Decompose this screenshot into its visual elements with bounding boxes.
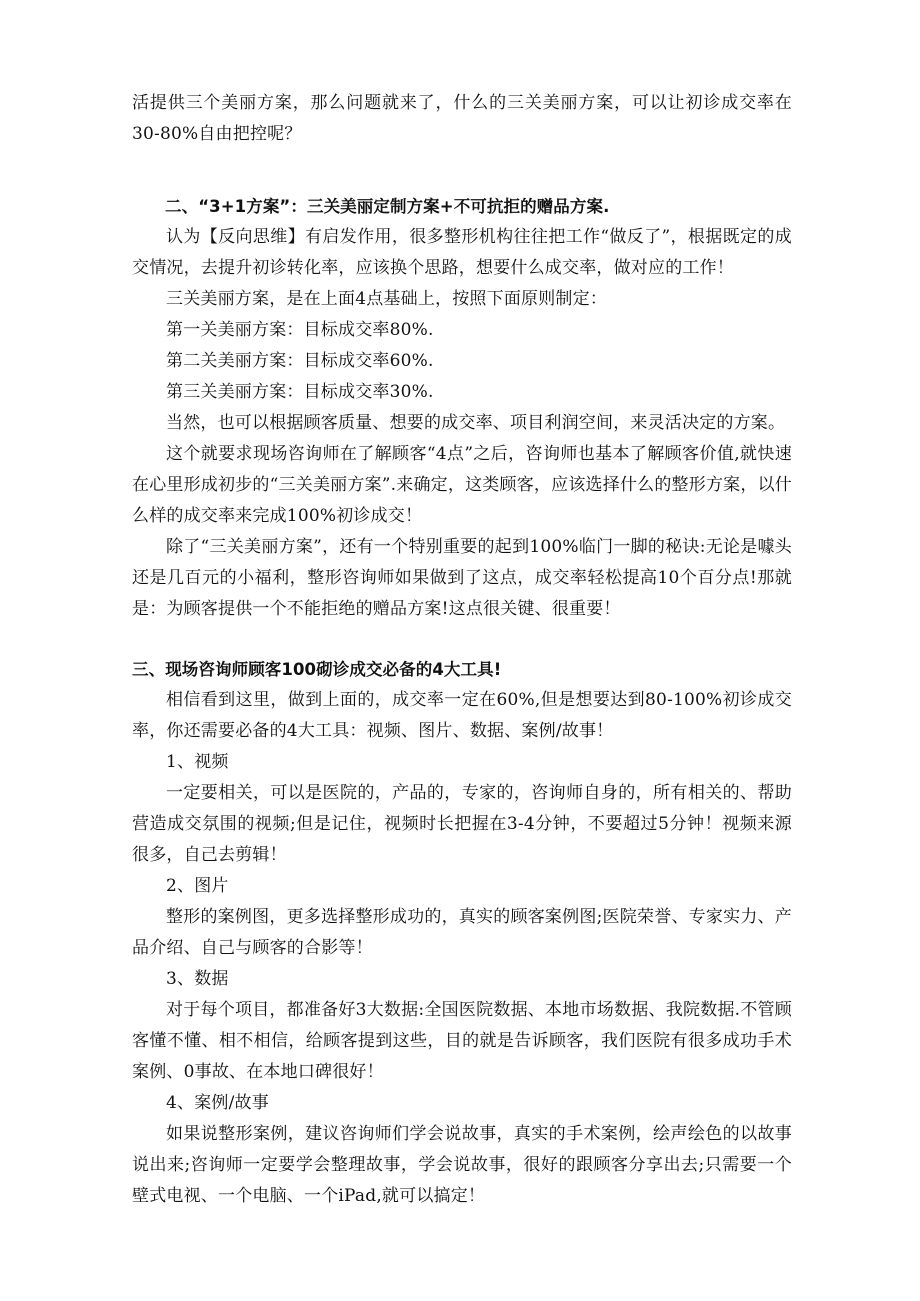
section-2-paragraph: 除了“三关美丽方案”，还有一个特别重要的起到100%临门一脚的秘诀:无论是噱头还是几百元的小福利，整形咨询师如果做到了这点，成交率轻松提高10个百分点!那就是：为顾客提供一个不能拒绝的赠品方案!这点很关键、很重要！	[132, 537, 792, 619]
tool-body-data: 对于每个项目，都准备好3大数据:全国医院数据、本地市场数据、我院数据.不管顾客懂不懂、相不相信，给顾客提到这些，目的就是告诉顾客，我们医院有很多成功手术案例、0事故、在本地口碑很好！	[132, 1000, 792, 1082]
intro-block	[132, 88, 792, 150]
tool-body-images: 整形的案例图，更多选择整形成功的，真实的顾客案例图;医院荣誉、专家实力、产品介绍、自己与顾客的合影等！	[132, 907, 792, 958]
tool-title-data: 3、数据	[166, 969, 229, 989]
section-3-intro: 相信看到这里，做到上面的，成交率一定在60%,但是想要达到80-100%初诊成交率，你还需要必备的4大工具：视频、图片、数据、案例/故事！	[132, 690, 792, 741]
section-2-paragraph: 第二关美丽方案：目标成交率60%.	[166, 351, 434, 371]
section-2-heading: 二、“3+1方案”：三关美丽定制方案+不可抗拒的赠品方案.	[165, 197, 610, 216]
tool-title-images: 2、图片	[166, 876, 229, 896]
section-2-paragraph: 第一关美丽方案：目标成交率80%.	[166, 320, 434, 340]
tool-body-video: 一定要相关，可以是医院的，产品的，专家的，咨询师自身的，所有相关的、帮助营造成交氛围的视频;但是记住，视频时长把握在3-4分钟，不要超过5分钟！视频来源很多，自己去剪辑！	[132, 783, 792, 865]
section-3-heading: 三、现场咨询师顾客100砌诊成交必备的4大工具!	[132, 660, 502, 679]
section-2	[132, 191, 792, 625]
tool-body-cases: 如果说整形案例，建议咨询师们学会说故事，真实的手术案例，绘声绘色的以故事说出来;咨询师一定要学会整理故事，学会说故事，很好的跟顾客分享出去;只需要一个壁式电视、一个电脑、一个iPad,就可以搞定！	[132, 1124, 792, 1206]
section-2-paragraph: 三关美丽方案，是在上面4点基础上，按照下面原则制定：	[166, 289, 608, 309]
tool-title-cases: 4、案例/故事	[166, 1093, 269, 1113]
section-2-paragraph: 第三关美丽方案：目标成交率30%.	[166, 382, 434, 402]
intro-paragraph: 活提供三个美丽方案，那么问题就来了，什么的三关美丽方案，可以让初诊成交率在30-80%自由把控呢？	[132, 93, 792, 144]
section-3	[132, 654, 792, 1212]
section-2-paragraph: 这个就要求现场咨询师在了解顾客“4点”之后，咨询师也基本了解顾客价值,就快速在心里形成初步的“三关美丽方案”.来确定，这类顾客，应该选择什么的整形方案，以什么样的成交率来完成100%初诊成交！	[132, 444, 792, 526]
section-2-paragraph: 当然，也可以根据顾客质量、想要的成交率、项目利润空间，来灵活决定的方案。	[166, 413, 786, 433]
tool-title-video: 1、视频	[166, 752, 229, 772]
section-2-paragraph: 认为【反向思维】有启发作用，很多整形机构往往把工作“做反了”，根据既定的成交情况，去提升初诊转化率，应该换个思路，想要什么成交率，做对应的工作！	[132, 227, 792, 278]
